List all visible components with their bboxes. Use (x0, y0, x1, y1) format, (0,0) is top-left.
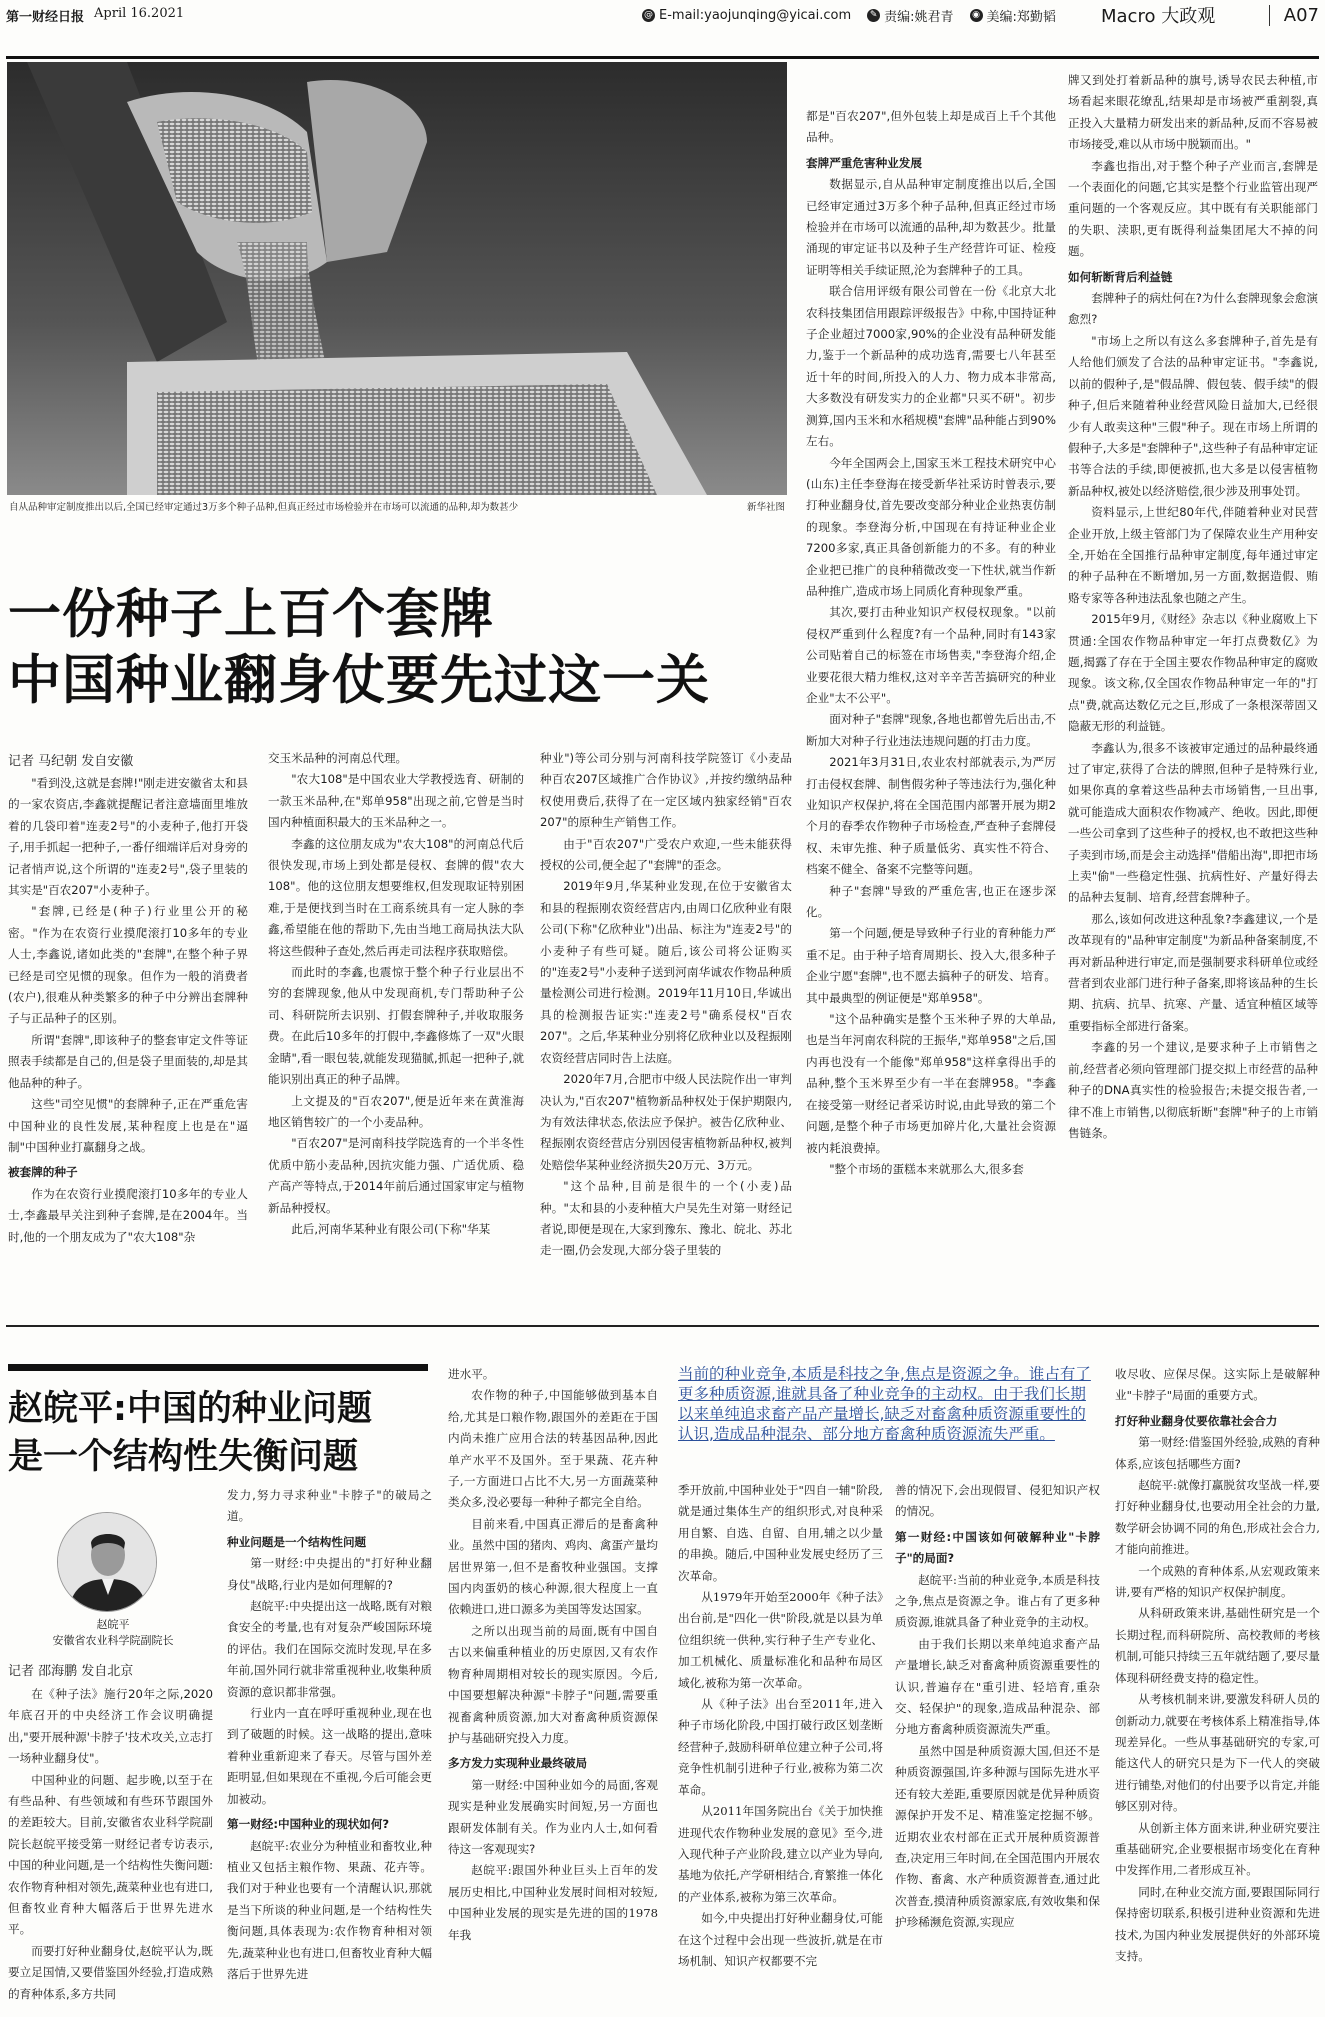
paragraph: 数据显示,自从品种审定制度推出以后,全国已经审定通过3万多个种子品种,但真正经过市场检验并在市场可以流通的品种,却为数甚少。批量涌现的审定证书以及种子生产经营许可证、检疫证明等相关手续证照,沦为套牌种子的工具。 (806, 177, 1056, 277)
paragraph: 由于我们长期以来单纯追求畜产品产量增长,缺乏对畜禽种质资源重要性的认识,普遍存在"重引进、轻培育,重杂交、轻保护"的现象,造成品种混杂、部分地方畜禽种质资源流失严重。 (895, 1636, 1100, 1737)
paragraph: 第一财经:中央提出的"打好种业翻身仗"战略,行业内是如何理解的? (227, 1556, 432, 1592)
paragraph: 如今,中央提出打好种业翻身仗,可能在这个过程中会出现一些波折,就是在市场机制、知识产权都要不完 (678, 1911, 883, 1968)
paragraph: 从创新主体方面来讲,种业研究要注重基础研究,企业要根据市场变化在育种中发挥作用,二者形成互补。 (1115, 1820, 1320, 1878)
page-number: A07 (1269, 5, 1319, 26)
paragraph: 联合信用评级有限公司曾在一份《北京大北农科技集团信用跟踪评级报告》中称,中国持证种子企业超过7000家,90%的企业没有品种研发能力,鉴于一个新品种的成功选育,需要七八年甚至近十年的时间,所投入的人力、物力成本非常高,大多数没有研发实力的企业都"只买不研"。初步测算,国内玉米和水稻规模"套牌"品种能占到90%左右。 (806, 284, 1056, 449)
designer-text: 美编:郑勤韬 (986, 9, 1056, 25)
seed-photo (7, 62, 787, 517)
paragraph: 赵皖平:就像打赢脱贫攻坚战一样,要打好种业翻身仗,也要动用全社会的力量,数学研会协调不同的角色,形成社会合力,才能向前推进。 (1115, 1478, 1320, 1557)
section-divider (6, 1325, 1319, 1327)
paragraph: "整个市场的蛋糕本来就那么大,很多套 (829, 1161, 1024, 1176)
masthead-credits (642, 6, 1056, 25)
paragraph: 之所以出现当前的局面,既有中国自古以来偏重种植业的历史原因,又有农作物育种周期相对较长的现实原因。今后,中国要想解决种源"卡脖子"问题,需要重视畜禽种质资源,加大对畜禽种质资源保护与基础研究投入力度。 (448, 1623, 658, 1745)
article2-column-2 (227, 1485, 432, 2012)
article1-column-4 (806, 106, 1056, 1318)
editor-credit (867, 6, 953, 25)
paragraph: "百农207"是河南科技学院选育的一个半冬性优质中筋小麦品种,因抗灾能力强、广适优质、稳产高产等特点,于2014年前后通过国家审定与植物新品种授权。 (268, 1136, 524, 1215)
person-portrait-image (58, 1513, 157, 1612)
subheading: 如何斩断背后利益链 (1068, 269, 1173, 284)
editor-text: 责编:姚君青 (884, 9, 954, 25)
paragraph: 所谓"套牌",即该种子的整套审定文件等证照表手续都是自己的,但是袋子里面装的,却是其他品种的种子。 (8, 1032, 248, 1090)
paper-name: 第一财经日报 (6, 9, 85, 25)
paragraph: 发力,努力寻求种业"卡脖子"的破局之道。 (227, 1488, 432, 1524)
paragraph: 虽然中国是种质资源大国,但还不是种质资源强国,许多种源与国际先进水平还有较大差距,重要原因就是优异种质资源保护开发不足、精准鉴定挖掘不够。近期农业农村部在正式开展种质资源普查,决定用三年时间,在全国范围内开展农作物、畜禽、水产种质资源普查,通过此次普查,摸清种质资源家底,有效收集和保护珍稀濒危资源,实现应 (895, 1743, 1100, 1930)
designer-credit (970, 6, 1056, 25)
paragraph: 从《种子法》出台至2011年,进入种子市场化阶段,中国打破行政区划垄断经营种子,鼓励科研单位建立种子公司,将竞争性机制引进种子行业,被称为第二次革命。 (678, 1697, 883, 1797)
paragraph: 种业")等公司分别与河南科技学院签订《小麦品种百农207区域推广合作协议》,并按约缴纳品种权使用费后,获得了在一定区域内独家经销"百农207"的原种生产销售工作。 (540, 751, 792, 830)
photo-credit: 新华社图 (746, 502, 785, 513)
paragraph: 2021年3月31日,农业农村部就表示,为严厉打击侵权套牌、制售假劣种子等违法行为,强化种业知识产权保护,将在全国范围内部署开展为期2个月的春季农作物种子市场检查,严查种子套牌侵权、未审先推、种子质量低劣、真实性不符合、档案不健全、备案不完整等问题。 (806, 755, 1056, 877)
subheading: 第一财经:中国种业的现状如何? (227, 1817, 390, 1832)
subheading: 套牌严重危害种业发展 (806, 155, 922, 170)
paragraph: 那么,该如何改进这种乱象?李鑫建议,一个是改革现有的"品种审定制度"为新品种备案制度,不再对新品种进行审定,而是强制要求科研单位或经营者到农业部门进行种子备案,即将该品种的生长期、抗病、抗旱、抗寒、产量、适宜种植区域等重要指标全部进行备案。 (1068, 911, 1318, 1033)
masthead (6, 0, 1319, 30)
article2-headline-rule (8, 1364, 428, 1371)
paragraph: 作为在农资行业摸爬滚打10多年的专业人士,李鑫最早关注到种子套牌,是在2004年。当时,他的一个朋友成为了"农大108"杂 (8, 1186, 248, 1244)
article2-column-6 (1115, 1364, 1320, 2012)
paragraph: 今年全国两会上,国家玉米工程技术研究中心(山东)主任李登海在接受新华社采访时曾表示,要打种业翻身仗,首先要改变部分种业企业热衷仿制的现象。李登海分析,中国现在有持证种业企业7200多家,真正具备创新能力的不多。有的种业企业把已推广的良种稍微改变一下性状,就当作新品种推广,造成市场上同质化育种现象严重。 (806, 455, 1056, 598)
hands-pouring-seeds-image (7, 62, 787, 495)
paragraph: 赵皖平:跟国外种业巨头上百年的发展历史相比,中国种业发展时间相对较短,中国种业发展的现实是先进的国的1978年我 (448, 1863, 658, 1942)
article1-byline: 记者 马纪朝 发自安徽 (8, 754, 134, 769)
paragraph: 都是"百农207",但外包装上却是成百上千个其他品种。 (806, 109, 1056, 145)
article2-column-3 (448, 1364, 658, 2012)
masthead-left (6, 6, 184, 25)
paragraph: "这个品种,目前是很牛的一个(小麦)品种。"太和县的小麦种植大户吴先生对第一财经记者说,即便是现在,大家到豫东、豫北、皖北、苏北走一圈,仍会发现,大部分袋子里装的 (540, 1179, 792, 1258)
masthead-right (1101, 0, 1319, 30)
paragraph: 从科研政策来讲,基础性研究是一个长期过程,而科研院所、高校教师的考核机制,可能只持续三五年就结题了,要尽量体现科研经费支持的稳定性。 (1115, 1606, 1320, 1685)
paragraph: 牌又到处打着新品种的旗号,诱导农民去种植,市场看起来眼花缭乱,结果却是市场被严重割裂,真正投入大量精力研发出来的新品种,反而不容易被市场接受,难以从市场中脱颖而出。" (1068, 73, 1318, 152)
email-credit[interactable] (642, 8, 851, 23)
paragraph: "这个品种确实是整个玉米种子界的大单品,也是当年河南农科院的王振华,"郑单958"之后,国内再也没有一个能像"郑单958"这样拿得出手的品种,整个玉米界至少有一半在套牌958。"李鑫在接受第一财经记者采访时说,由此导致的第二个问题,是整个种子市场更加碎片化,大量社会资源被内耗浪费掉。 (806, 1012, 1056, 1155)
paragraph: 2019年9月,华某种业发现,在位于安徽省太和县的程振刚农资经营店内,由周口亿欣种业有限公司(下称"亿欣种业")出品、标注为"连麦2号"的小麦种子有些可疑。随后,该公司将公证购买的"连麦2号"小麦种子送到河南华诚农作物品种质量检测公司进行检测。2019年11月10日,华诚出具的检测报告证实:"连麦2号"确系侵权"百农207"。之后,华某种业分别将亿欣种业以及程振刚农资经营店同时告上法庭。 (540, 879, 792, 1065)
paragraph: 目前来看,中国真正滞后的是畜禽种业。虽然中国的猪肉、鸡肉、禽蛋产量均居世界第一,但不是畜牧种业强国。支撑国内肉蛋奶的核心种源,很大程度上一直依赖进口,进口源多为美国等发达国家。 (448, 1516, 658, 1617)
subheading: 打好种业翻身仗要依靠社会合力 (1115, 1413, 1278, 1428)
paragraph: 第一个问题,便是导致种子行业的育种能力严重不足。由于种子培育周期长、投入大,很多种子企业宁愿"套牌",也不愿去搞种子的研发、培育。其中最典型的例证便是"郑单958"。 (806, 926, 1056, 1005)
paragraph: 而要打好种业翻身仗,赵皖平认为,既要立足国情,又要借鉴国外经验,打造成熟的育种体系,多方共同 (8, 1943, 213, 2001)
paragraph: 在《种子法》施行20年之际,2020年底召开的中央经济工作会议明确提出,"要开展种源'卡脖子'技术攻关,立志打一场种业翻身仗"。 (8, 1687, 213, 1766)
paragraph: 农作物的种子,中国能够做到基本自给,尤其是口粮作物,跟国外的差距在于国内尚未推广应用合法的转基因品种,因此单产水平不及国外。至于果蔬、花卉种子,一方面进口占比不大,另一方面蔬菜种类众多,没必要每一种种子都完全自给。 (448, 1388, 658, 1510)
masthead-rule (6, 56, 1319, 59)
subheading: 第一财经:中国该如何破解种业"卡脖子"的局面? (895, 1529, 1100, 1566)
article2-column-5 (895, 1480, 1100, 2012)
paragraph: 赵皖平:农业分为种植业和畜牧业,种植业又包括主粮作物、果蔬、花卉等。我们对于种业也要有一个清醒认识,那就是当下所谈的种业问题,是一个结构性失衡问题,具体表现为:农作物育种相对领先,蔬菜种业也有进口,但畜牧业育种大幅落后于世界先进 (227, 1838, 432, 1981)
email-text: E-mail:yaojunqing@yicai.com (659, 7, 852, 23)
paragraph: 李鑫的这位朋友成为"农大108"的河南总代后很快发现,市场上到处都是侵权、套牌的假"农大108"。他的这位朋友想要维权,但发现取证特别困难,于是便找到当时在工商系统具有一定人脉的李鑫,希望能在他的帮助下,先由当地工商局执法大队将这些假种子查处,然后再走司法程序获取赔偿。 (268, 836, 524, 958)
portrait-name: 赵皖平 (96, 1618, 130, 1631)
paragraph: 交玉米品种的河南总代理。 (268, 751, 408, 765)
paragraph: "看到没,这就是套牌!"刚走进安徽省太和县的一家农资店,李鑫就提醒记者注意墙面里堆放着的几袋印着"连麦2号"的小麦种子,他打开袋子,用手抓起一把种子,一番仔细端详后对身旁的记者悄声说,这个所谓的"连麦2号",袋子里装的其实是"百农207"小麦种子。 (8, 776, 248, 898)
subheading: 被套牌的种子 (8, 1165, 78, 1180)
portrait-title: 安徽省农业科学院副院长 (52, 1634, 174, 1647)
paragraph: 一个成熟的育种体系,从宏观政策来讲,要有严格的知识产权保护制度。 (1115, 1563, 1320, 1600)
headline-line-2: 中国种业翻身仗要先过这一关 (8, 650, 710, 711)
paragraph: 2015年9月,《财经》杂志以《种业腐败上下贯通:全国农作物品种审定一年打点费数亿》为题,揭露了存在于全国主要农作物品种审定的腐败现象。该文称,仅全国农作物品种审定一年的"打点"费,就高达数亿元之巨,形成了一条根深蒂固又隐蔽无形的利益链。 (1068, 612, 1318, 734)
article1-column-1 (8, 773, 248, 1318)
main-headline (8, 582, 788, 714)
paragraph: 从2011年国务院出台《关于加快推进现代农作物种业发展的意见》至今,进入现代种子产业阶段,建立以产业为导向,基地为依托,产学研相结合,育繁推一体化的产业体系,被称为第三次革命。 (678, 1804, 883, 1904)
paragraph: 由于"百农207"广受农户欢迎,一些未能获得授权的公司,便全起了"套牌"的歪念。 (540, 836, 792, 873)
article2-byline: 记者 邵海鹏 发自北京 (8, 1664, 134, 1679)
paragraph: 善的情况下,会出现假冒、侵犯知识产权的情况。 (895, 1483, 1100, 1519)
paragraph: 同时,在种业交流方面,要跟国际同行保持密切联系,积极引进种业资源和先进技术,为国内种业发展提供好的外部环境支持。 (1115, 1884, 1320, 1963)
paragraph: "市场上之所以有这么多套牌种子,首先是有人给他们颁发了合法的品种审定证书。"李鑫说,以前的假种子,是"假品牌、假包装、假手续"的假种子,但后来随着种业经营风险日益加大,已经很少有人敢卖这种"三假"种子。现在市场上所谓的假种子,大多是"套牌种子",这些种子有品种审定证书等合法的手续,即便被抓,也大多是以侵害植物新品种权,被处以经济赔偿,很少涉及刑事处罚。 (1068, 333, 1318, 498)
paragraph: 第一财经:借鉴国外经验,成熟的育种体系,应该包括哪些方面? (1115, 1435, 1320, 1471)
paragraph: 赵皖平:当前的种业竞争,本质是科技之争,焦点是资源之争。谁占有了更多种质资源,谁就具备了种业竞争的主动权。 (895, 1572, 1100, 1630)
photo-caption-row (7, 495, 787, 517)
paragraph: 从1979年开始至2000年《种子法》出台前,是"四化一供"阶段,就是以县为单位组织统一供种,实行种子生产专业化、加工机械化、质量标准化和品种布局区域化,被称为第一次革命。 (678, 1590, 883, 1690)
paragraph: 这些"司空见惯"的套牌种子,正在严重危害中国种业的良性发展,某种程度上也是在"逼制"中国种业打赢翻身之战。 (8, 1097, 248, 1154)
article2-column-1 (8, 1684, 213, 2012)
paragraph: 种子"套牌"导致的严重危害,也正在逐步深化。 (806, 883, 1056, 920)
article2-headline (8, 1385, 428, 1481)
email-icon: @ (644, 9, 653, 20)
headline-line-1: 一份种子上百个套牌 (8, 584, 494, 645)
subheading: 多方发力实现种业最终破局 (448, 1756, 588, 1771)
article2-headline-line-2: 是一个结构性失衡问题 (8, 1437, 359, 1477)
camera-icon: ◉ (970, 9, 983, 22)
paragraph: 2020年7月,合肥市中级人民法院作出一审判决认为,"百农207"植物新品种权处于保护期限内,为有效法律状态,依法应予保护。被告亿欣种业、程振刚农资经营店分别因侵害植物新品种权,被判处赔偿华某种业经济损失20万元、3万元。 (540, 1072, 792, 1172)
paragraph: 中国种业的问题、起步晚,以至于在有些品种、有些领域和有些环节跟国外的差距较大。目前,安徽省农业科学院副院长赵皖平接受第一财经记者专访表示,中国的种业问题,是一个结构性失衡问题:农作物育种相对领先,蔬菜种业也有进口,但畜牧业育种大幅落后于世界先进水平。 (8, 1772, 213, 1937)
paragraph: 进水平。 (448, 1367, 495, 1381)
subheading: 种业问题是一个结构性问题 (227, 1534, 367, 1549)
paragraph: 其次,要打击种业知识产权侵权现象。"以前侵权严重到什么程度?有一个品种,同时有143家公司贴着自己的标签在市场售卖,"李登海介绍,企业要花很大精力维权,这对辛辛苦苦搞研究的种业企业"太不公平"。 (806, 605, 1056, 705)
article1-column-2 (268, 748, 524, 1318)
paragraph: "套牌,已经是(种子)行业里公开的秘密。"作为在农资行业摸爬滚打10多年的专业人士,李鑫说,诸如此类的"套牌",在整个种子界已经是司空见惯的现象。但作为一般的消费者(农户),很难从种类繁多的种子中分辨出套牌种子与正品种子的区别。 (8, 904, 248, 1026)
issue-date: April 16.2021 (94, 5, 185, 21)
paragraph: 从考核机制来讲,要激发科研人员的创新动力,就要在考核体系上精准指导,体现差异化。一些从事基础研究的专家,可能这代人的研究只是为下一代人的突破进行铺垫,对他们的付出要予以肯定,并能够区别对待。 (1115, 1692, 1320, 1814)
section-name: Macro 大政观 (1101, 6, 1216, 27)
paragraph: 行业内一直在呼吁重视种业,现在也到了破题的时候。这一战略的提出,意味着种业重新迎来了春天。尽管与国外差距明显,但如果现在不重视,今后可能会更加被动。 (227, 1706, 432, 1806)
paragraph: 李鑫的另一个建议,是要求种子上市销售之前,经营者必须向管理部门提交拟上市经营的品种种子的DNA真实性的检验报告;未提交报告者,一律不准上市销售,以彻底斩断"套牌"种子的上市销售链条。 (1068, 1040, 1318, 1140)
paragraph: "农大108"是中国农业大学教授选育、研制的一款玉米品种,在"郑单958"出现之前,它曾是当时国内种植面积最大的玉米品种之一。 (268, 772, 524, 830)
pen-icon: ✎ (867, 9, 880, 22)
paragraph: 收尽收、应保尽保。这实际上是破解种业"卡脖子"局面的重要方式。 (1115, 1367, 1320, 1403)
paragraph: 资料显示,上世纪80年代,伴随着种业对民营企业开放,上级主管部门为了保障农业生产用种安全,开始在全国推行品种审定制度,每年通过审定的种子品种在不断增加,另一方面,数据造假、贿赂专家等各种违法乱象也随之产生。 (1068, 505, 1318, 605)
paragraph: 面对种子"套牌"现象,各地也都曾先后出击,不断加大对种子行业违法违规问题的打击力度。 (806, 712, 1056, 748)
paragraph: 而此时的李鑫,也震惊于整个种子行业层出不穷的套牌现象,他从中发现商机,专门帮助种子公司、科研院所去识别、打假套牌种子,并收取服务费。在此后10多年的打假中,李鑫修炼了一双"火眼金睛",看一眼包装,就能发现猫腻,抓起一把种子,就能识别出真正的种子品牌。 (268, 965, 524, 1087)
paragraph: 套牌种子的病灶何在?为什么套牌现象会愈演愈烈? (1068, 291, 1318, 327)
article2-column-4 (678, 1480, 883, 2012)
paragraph: 李鑫也指出,对于整个种子产业而言,套牌是一个表面化的问题,它其实是整个行业监管出现严重问题的一个客观反应。其中既有有关职能部门的失职、渎职,更有既得利益集团尾大不掉的问题。 (1068, 158, 1318, 259)
paragraph: 第一财经:中国种业如今的局面,客观现实是种业发展确实时间短,另一方面也跟研发体制有关。作为业内人士,如何看待这一客观现实? (448, 1777, 658, 1856)
pull-quote: 当前的种业竞争,本质是科技之争,焦点是资源之争。谁占有了更多种质资源,谁就具备了种业竞争的主动权。由于我们长期以来单纯追求畜产品产量增长,缺乏对畜禽种质资源重要性的认识,造成品种混杂、部分地方畜禽种质资源流失严重。 (678, 1365, 1091, 1443)
article1-column-5 (1068, 70, 1318, 1318)
paragraph: 此后,河南华某种业有限公司(下称"华某 (291, 1221, 491, 1236)
article2-headline-line-1: 赵皖平:中国的种业问题 (8, 1389, 372, 1429)
paragraph: 上文提及的"百农207",便是近年来在黄淮海地区销售较广的一个小麦品种。 (268, 1093, 524, 1129)
portrait-photo (57, 1512, 157, 1612)
photo-caption: 自从品种审定制度推出以后,全国已经审定通过3万多个种子品种,但真正经过市场检验并在市场可以流通的品种,却为数甚少 (9, 502, 519, 513)
article1-column-3 (540, 748, 792, 1318)
paragraph: 季开放前,中国种业处于"四自一辅"阶段,就是通过集体生产的组织形式,对良种采用自繁、自选、自留、自用,辅之以少量的串换。随后,中国种业发展史经历了三次革命。 (678, 1483, 883, 1583)
portrait-caption (8, 1617, 218, 1649)
paragraph: 李鑫认为,很多不该被审定通过的品种最终通过了审定,获得了合法的牌照,但种子是特殊行业,如果你真的拿着这些品种去市场销售,一旦出事,就可能造成大面积农作物减产、绝收。因此,即便一些公司拿到了这些种子的授权,也不敢把这些种子卖到市场,而是会主动选择"借船出海",即把市场上卖"偷"一些稳定性强、抗病性好、产量好得去的品种去复制、培育,经营套牌种子。 (1068, 740, 1318, 905)
paragraph: 赵皖平:中央提出这一战略,既有对粮食安全的考量,也有对复杂严峻国际环境的评估。我们在国际交流时发现,早在多年前,国外同行就非常重视种业,收集种质资源的意识都非常强。 (227, 1599, 432, 1699)
